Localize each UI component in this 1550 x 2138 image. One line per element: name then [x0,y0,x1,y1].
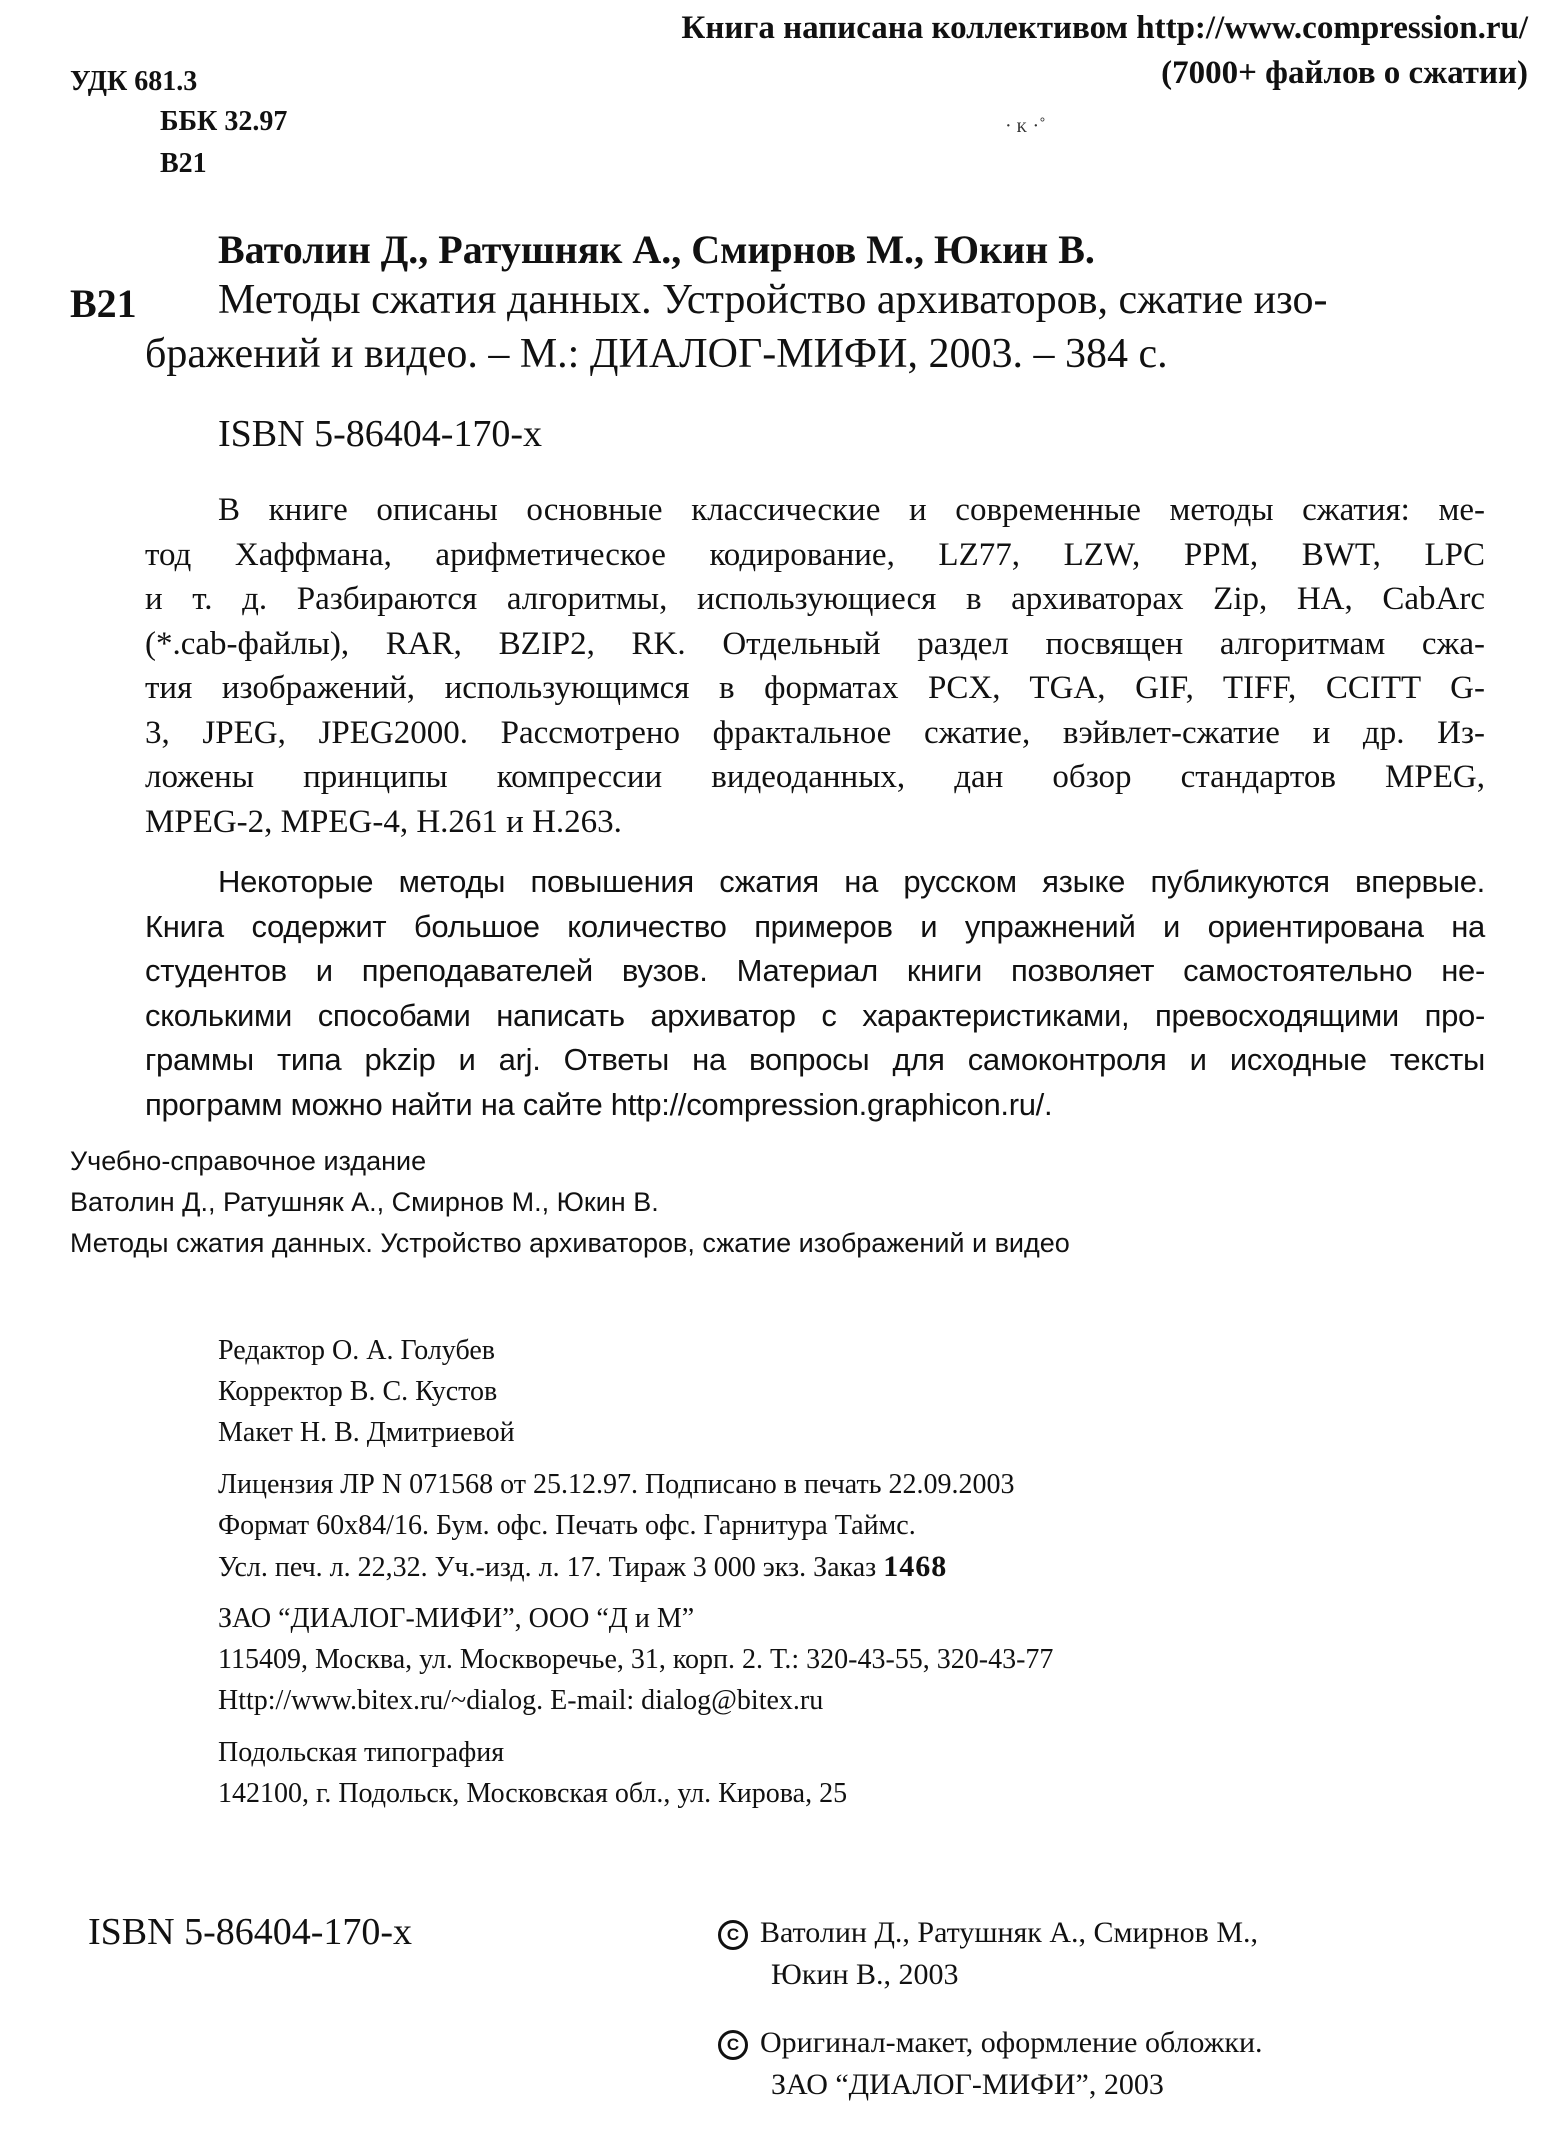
annotation-line: граммы типа pkzip и arj. Ответы на вопросы для самоконтроля и исходные тексты [145,1042,1485,1077]
copyright-publisher-line2: ЗАО “ДИАЛОГ-МИФИ”, 2003 [771,2068,1164,2101]
printer-address: 142100, г. Подольск, Московская обл., ул. Кирова, 25 [218,1778,848,1809]
print-speck: · ᴋ ·˚ [1005,115,1046,137]
publisher-block [218,1598,1053,1721]
edition-type: Учебно-справочное издание [70,1146,427,1176]
license-line: Лицензия ЛР N 071568 от 25.12.97. Подписано в печать 22.09.2003 [218,1469,1015,1500]
imprint-authors: Ватолин Д., Ратушняк А., Смирнов М., Юкин В. [70,1187,659,1217]
copyright-icon: C [718,1920,748,1950]
annotation-line: Некоторые методы повышения сжатия на русском языке публикуются впервые. [218,864,1485,899]
record-title-line2: бражений и видео. – М.: ДИАЛОГ-МИФИ, 2003. – 384 с. [145,331,1168,377]
print-run-line [218,1546,1014,1588]
imprint-title: Методы сжатия данных. Устройство архиваторов, сжатие изображений и видео [70,1228,1070,1258]
site-notice-line1: Книга написана коллективом http://www.compression.ru/ [681,10,1528,46]
record-authors: Ватолин Д., Ратушняк А., Смирнов М., Юкин В. [218,227,1095,272]
layout-credit: Макет Н. В. Дмитриевой [218,1417,515,1448]
annotation-line: ложены принципы компрессии видеоданных, дан обзор стандартов MPEG, [145,759,1485,795]
format-line: Формат 60х84/16. Бум. офс. Печать офс. Гарнитура Таймс. [218,1510,916,1541]
copyright-publisher [718,2022,1263,2106]
annotation-line: Книга содержит большое количество примеров и упражнений и ориентирована на [145,908,1485,944]
printer-block [218,1732,847,1814]
record-title-line1: Методы сжатия данных. Устройство архиваторов, сжатие изо- [218,277,1328,323]
annotation-line: 3, JPEG, JPEG2000. Рассмотрено фрактальное сжатие, вэйвлет-сжатие и др. Из- [145,714,1485,751]
order-number-stamp: 1468 [883,1550,948,1583]
annotation-paragraph-1 [145,488,1485,844]
copyright-authors [718,1912,1258,1996]
editor-credit: Редактор О. А. Голубев [218,1335,495,1366]
udk-code: УДК 681.3 [70,66,198,97]
technical-data-block [218,1464,1014,1588]
publisher-name: ЗАО “ДИАЛОГ-МИФИ”, ООО “Д и М” [218,1603,695,1634]
annotation-paragraph-2 [145,860,1485,1127]
footer-isbn: ISBN 5-86404-170-х [88,1911,413,1953]
annotation-line: сколькими способами написать архиватор с характеристиками, превосходящими про- [145,997,1485,1033]
copyright-authors-line2: Юкин В., 2003 [771,1958,959,1991]
publisher-address: 115409, Москва, ул. Москворечье, 31, корп. 2. Т.: 320-43-55, 320-43-77 [218,1644,1054,1675]
copyright-icon: C [718,2030,748,2060]
annotation-line: (*.cab-файлы), RAR, BZIP2, RK. Отдельный раздел посвящен алгоритмам сжа- [145,625,1485,662]
proofreader-credit: Корректор В. С. Кустов [218,1376,498,1407]
annotation-line: В книге описаны основные классические и современные методы сжатия: ме- [218,492,1485,528]
copyright-authors-line1: Ватолин Д., Ратушняк А., Смирнов М., [760,1916,1258,1949]
bbk-code: ББК 32.97 [160,106,288,137]
publisher-web: Http://www.bitex.ru/~dialog. E-mail: dialog@bitex.ru [218,1685,824,1716]
annotation-line: программ можно найти на сайте http://compression.graphicon.ru/. [145,1086,1053,1122]
record-isbn: ISBN 5-86404-170-х [218,413,543,455]
copyright-publisher-line1: Оригинал-макет, оформление обложки. [760,2026,1263,2059]
printer-name: Подольская типография [218,1737,505,1768]
site-notice-line2: (7000+ файлов о сжатии) [1161,55,1528,91]
record-author-mark: В21 [70,281,137,326]
author-mark: В21 [160,148,207,179]
annotation-line: MPEG-2, MPEG-4, H.261 и H.263. [145,803,622,840]
credits-block [218,1330,515,1453]
site-notice [681,6,1528,96]
annotation-line: тод Хаффмана, арифметическое кодирование, LZ77, LZW, PPM, BWT, LPC [145,536,1485,573]
annotation-line: и т. д. Разбираются алгоритмы, использующиеся в архиваторах Zip, HA, CabArc [145,581,1485,617]
annotation-line: тия изображений, использующимся в форматах PCX, TGA, GIF, TIFF, CCITT G- [145,670,1485,706]
print-run-text: Усл. печ. л. 22,32. Уч.-изд. л. 17. Тираж 3 000 экз. Заказ [218,1552,877,1583]
annotation-line: студентов и преподавателей вузов. Материал книги позволяет самостоятельно не- [145,953,1485,988]
